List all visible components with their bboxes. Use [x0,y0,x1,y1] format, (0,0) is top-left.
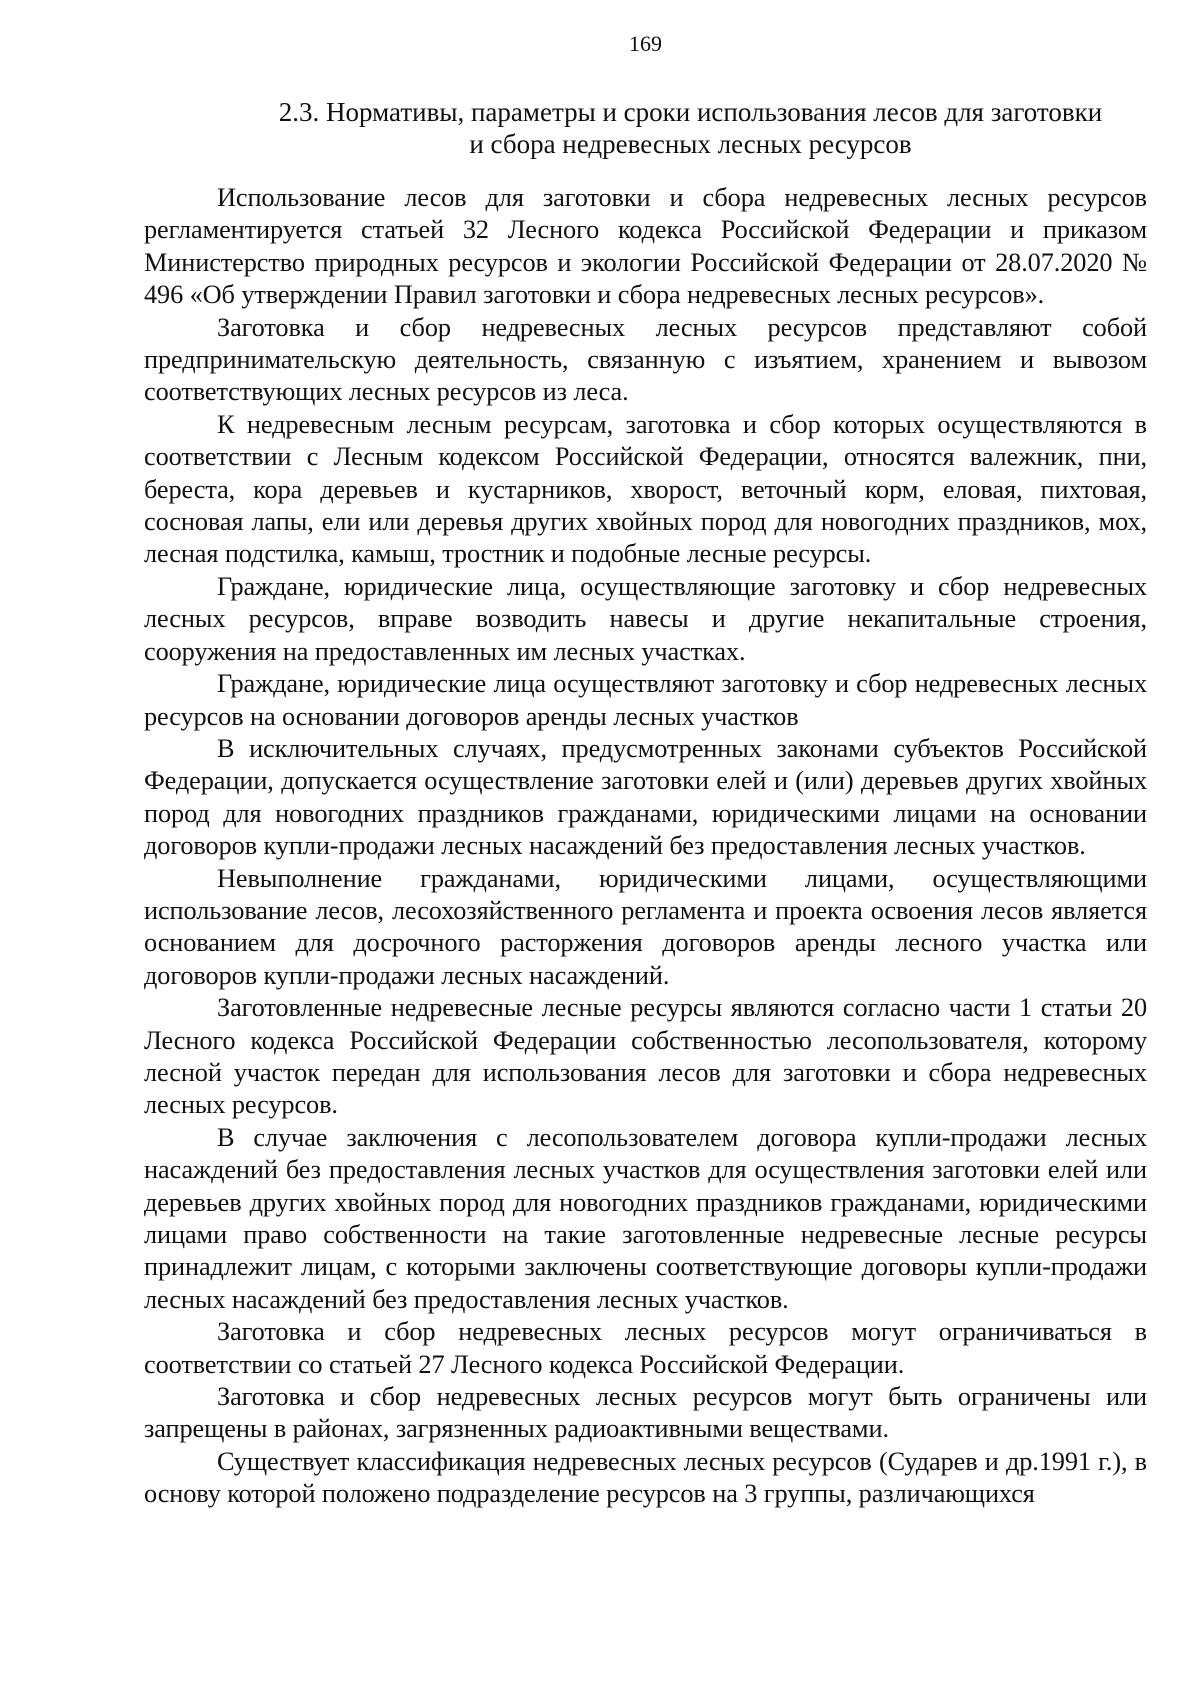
body-text [144,182,1147,1511]
page-number: 169 [629,31,662,56]
paragraph: Невыполнение гражданами, юридическими лицами, осуществляющими использование лесов, лесохозяйственного регламента и проекта освоения лесов является основанием для досрочного расторжения договоров аренды лесного участка или договоров купли-продажи лесных насаждений. [144,863,1147,990]
paragraph: Граждане, юридические лица, осуществляющие заготовку и сбор недревесных лесных ресурсов, вправе возводить навесы и другие некапитальные строения, сооружения на предоставленных им лесных участках. [144,571,1147,666]
section-title [144,96,1147,160]
paragraph: Заготовка и сбор недревесных лесных ресурсов могут быть ограничены или запрещены в районах, загрязненных радиоактивными веществами. [144,1382,1147,1444]
section-title-line-1: 2.3. Нормативы, параметры и сроки использования лесов для заготовки [278,97,1103,127]
section-title-line-2: и сбора недревесных лесных ресурсов [469,129,912,159]
paragraph: В случае заключения с лесопользователем договора купли-продажи лесных насаждений без предоставления лесных участков для осуществления заготовки елей или деревьев других хвойных пород для новогодних праздников гражданами, юридическими лицами право собственности на такие заготовленные недревесные лесные ресурсы принадлежит лицам, с которыми заключены соответствующие договоры купли-продажи лесных насаждений без предоставления лесных участков. [144,1122,1147,1314]
paragraph: Заготовка и сбор недревесных лесных ресурсов представляют собой предпринимательскую деятельность, связанную с изъятием, хранением и вывозом соответствующих лесных ресурсов из леса. [144,312,1147,407]
document-page [144,30,1147,1511]
paragraph: Существует классификация недревесных лесных ресурсов (Сударев и др.1991 г.), в основу которой положено подразделение ресурсов на 3 группы, различающихся [144,1446,1147,1509]
paragraph: Использование лесов для заготовки и сбора недревесных лесных ресурсов регламентируется статьей 32 Лесного кодекса Российской Федерации и приказом Министерство природных ресурсов и экологии Российской Федерации от 28.07.2020 № 496 «Об утверждении Правил заготовки и сбора недревесных лесных ресурсов». [144,183,1147,310]
paragraph: Заготовка и сбор недревесных лесных ресурсов могут ограничиваться в соответствии со статьей 27 Лесного кодекса Российской Федерации. [144,1317,1147,1379]
paragraph: К недревесным лесным ресурсам, заготовка и сбор которых осуществляются в соответствии с Лесным кодексом Российской Федерации, относятся валежник, пни, береста, кора деревьев и кустарников, хворост, веточный корм, еловая, пихтовая, сосновая лапы, ели или деревья других хвойных пород для новогодних праздников, мох, лесная подстилка, камыш, тростник и подобные лесные ресурсы. [144,409,1147,569]
paragraph: Заготовленные недревесные лесные ресурсы являются согласно части 1 статьи 20 Лесного кодекса Российской Федерации собственностью лесопользователя, которому лесной участок передан для использования лесов для заготовки и сбора недревесных лесных ресурсов. [144,993,1147,1120]
paragraph: Граждане, юридические лица осуществляют заготовку и сбор недревесных лесных ресурсов на основании договоров аренды лесных участков [144,669,1147,731]
paragraph: В исключительных случаях, предусмотренных законами субъектов Российской Федерации, допускается осуществление заготовки елей и (или) деревьев других хвойных пород для новогодних праздников гражданами, юридическими лицами на основании договоров купли-продажи лесных насаждений без предоставления лесных участков. [144,733,1147,861]
